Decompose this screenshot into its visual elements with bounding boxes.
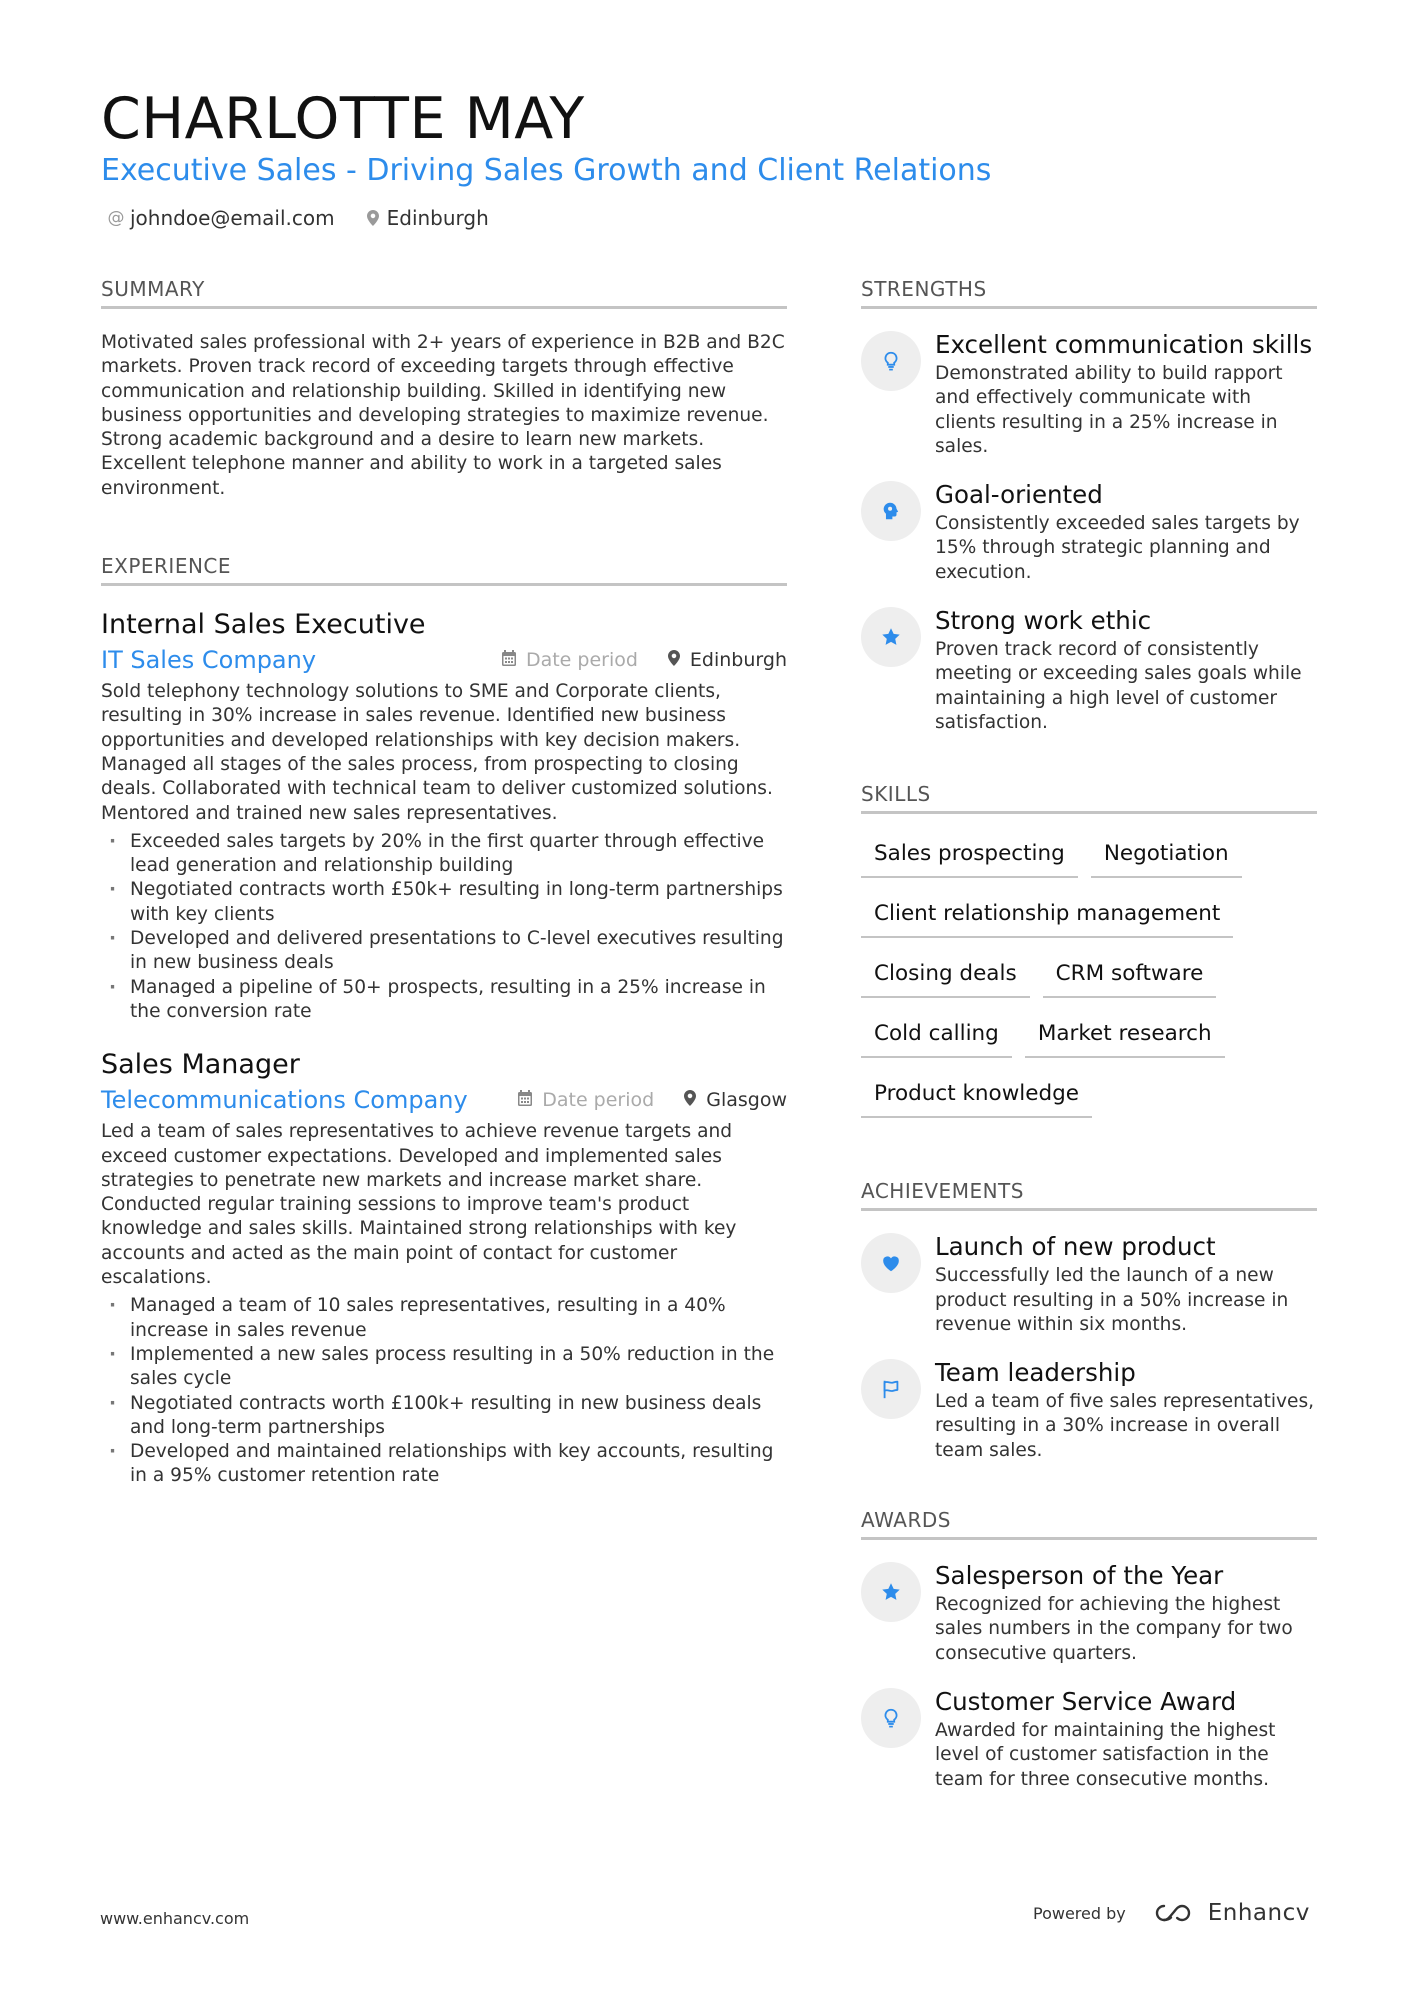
resume-subtitle: Executive Sales - Driving Sales Growth and Client Relations [101, 153, 992, 188]
skills-section [861, 781, 1317, 1132]
job-date [502, 649, 638, 671]
location-text: Edinburgh [386, 206, 489, 230]
lightbulb-icon [861, 1688, 921, 1748]
strength-title: Excellent communication skills [935, 330, 1313, 359]
map-pin-icon [365, 210, 381, 226]
award-title: Customer Service Award [935, 1686, 1237, 1716]
achievement-body [935, 1357, 1317, 1463]
award-desc: Awarded for maintaining the highest level of customer satisfaction in the team for three consecutive months. [935, 1719, 1276, 1790]
infinity-logo-icon [1152, 1902, 1200, 1924]
skill-tag: Closing deals [861, 952, 1030, 998]
at-icon: @ [107, 208, 125, 228]
job-entry [101, 608, 787, 1024]
left-column [101, 276, 787, 1489]
job-bullets [101, 830, 787, 1024]
achievements-heading: ACHIEVEMENTS [861, 1178, 1317, 1211]
awards-heading: AWARDS [861, 1507, 1317, 1540]
skill-tag: CRM software [1043, 952, 1217, 998]
awards-section [861, 1507, 1317, 1792]
job-bullet: · Negotiated contracts worth £50k+ resulting in long-term partnerships with key clients [101, 878, 787, 927]
strength-item [861, 329, 1317, 459]
strength-desc: Demonstrated ability to build rapport and effectively communicate with clients resulting in a 25% increase in sales. [935, 363, 1283, 457]
award-title: Salesperson of the Year [935, 1561, 1224, 1591]
company-name: IT Sales Company [101, 646, 317, 675]
skill-tag: Cold calling [861, 1012, 1012, 1058]
skill-tag: Market research [1025, 1012, 1225, 1058]
achievement-desc: Successfully led the launch of a new product resulting in a 50% increase in revenue within six months. [935, 1265, 1289, 1335]
map-pin-icon [684, 1090, 696, 1110]
achievement-item [861, 1357, 1317, 1463]
brain-icon [861, 481, 921, 541]
job-description: Sold telephony technology solutions to SME and Corporate clients, resulting in 30% increase in sales revenue. Identified new business opportunities and developed relationships with key decision makers. Managed all stages of the sales process, from prospecting to closing deals. Collaborated with technical team to deliver customized solutions. Mentored and trained new sales representatives. [101, 681, 773, 824]
job-entry [101, 1048, 787, 1488]
company-name: Telecommunications Company [101, 1086, 468, 1115]
job-bullet: · Managed a pipeline of 50+ prospects, resulting in a 25% increase in the conversion rate [101, 976, 787, 1025]
job-date-text: Date period [542, 1089, 655, 1112]
summary-heading: SUMMARY [101, 276, 787, 309]
calendar-icon [502, 650, 516, 670]
email-text: johndoe@email.com [130, 206, 335, 230]
achievement-item [861, 1231, 1317, 1337]
job-location-text: Glasgow [706, 1089, 787, 1112]
contact-email[interactable] [108, 206, 335, 230]
job-bullet: · Developed and delivered presentations to C-level executives resulting in new business deals [101, 927, 787, 976]
footer-branding [1033, 1900, 1310, 1926]
job-meta [101, 1084, 787, 1116]
achievement-body [935, 1231, 1317, 1337]
star-icon [861, 1562, 921, 1622]
skill-tag: Sales prospecting [861, 832, 1078, 878]
strengths-heading: STRENGTHS [861, 276, 1317, 309]
contact-location [365, 206, 489, 230]
strength-body [935, 329, 1317, 459]
resume-name: CHARLOTTE MAY [101, 86, 585, 152]
powered-by-text: Powered by [1033, 1903, 1126, 1923]
job-meta-right [502, 649, 787, 671]
job-date [518, 1089, 654, 1111]
footer-website[interactable]: www.enhancv.com [100, 1909, 250, 1928]
calendar-icon [518, 1090, 532, 1110]
strength-title: Strong work ethic [935, 606, 1152, 636]
skill-tag: Negotiation [1091, 832, 1242, 878]
experience-heading: EXPERIENCE [101, 553, 787, 586]
experience-section [101, 553, 787, 1489]
job-title: Internal Sales Executive [101, 609, 426, 641]
summary-section [101, 276, 787, 501]
job-location-text: Edinburgh [689, 649, 787, 672]
job-bullet: · Developed and maintained relationships with key accounts, resulting in a 95% customer retention rate [101, 1440, 787, 1489]
award-item [861, 1686, 1317, 1792]
strength-body [935, 605, 1317, 735]
achievements-section [861, 1178, 1317, 1463]
job-title: Sales Manager [101, 1049, 300, 1081]
award-item [861, 1560, 1317, 1666]
job-bullets [101, 1294, 787, 1488]
award-body [935, 1560, 1317, 1666]
star-icon [861, 607, 921, 667]
strength-title: Goal-oriented [935, 480, 1103, 510]
skills-heading: SKILLS [861, 781, 1317, 814]
heart-icon [861, 1233, 921, 1293]
achievement-desc: Led a team of five sales representatives, resulting in a 30% increase in overall team sales. [935, 1391, 1315, 1461]
skills-list [861, 832, 1317, 1132]
job-location [684, 1089, 787, 1111]
job-bullet: · Exceeded sales targets by 20% in the first quarter through effective lead generation and relationship building [101, 830, 787, 879]
skill-tag: Product knowledge [861, 1072, 1092, 1118]
flag-icon [861, 1359, 921, 1419]
job-bullet: · Negotiated contracts worth £100k+ resulting in new business deals and long-term partnerships [101, 1392, 787, 1441]
job-bullet: · Implemented a new sales process resulting in a 50% reduction in the sales cycle [101, 1343, 787, 1392]
job-date-text: Date period [525, 649, 638, 672]
strength-desc: Proven track record of consistently meeting or exceeding sales goals while maintaining a high level of customer satisfaction. [935, 639, 1302, 733]
brand-name: Enhancv [1207, 1900, 1310, 1926]
job-location [668, 649, 787, 671]
map-pin-icon [668, 650, 680, 670]
job-bullet: · Managed a team of 10 sales representatives, resulting in a 40% increase in sales revenue [101, 1294, 787, 1343]
skill-tag: Client relationship management [861, 892, 1233, 938]
brand-logo[interactable] [1152, 1900, 1310, 1926]
job-meta-right [518, 1089, 787, 1111]
award-body [935, 1686, 1317, 1792]
job-meta [101, 644, 787, 676]
job-description: Led a team of sales representatives to achieve revenue targets and exceed customer expectations. Developed and implemented sales strategies to penetrate new markets and increase market share. Conducted regular training sessions to improve team's product knowledge and sales skills. Maintained strong relationships with key accounts and acted as the main point of contact for customer escalations. [101, 1121, 737, 1289]
lightbulb-icon [861, 331, 921, 391]
strength-item [861, 479, 1317, 585]
strength-desc: Consistently exceeded sales targets by 15% through strategic planning and execution. [935, 513, 1300, 583]
strength-body [935, 479, 1317, 585]
achievement-title: Launch of new product [935, 1232, 1216, 1262]
achievement-title: Team leadership [935, 1358, 1136, 1388]
summary-text: Motivated sales professional with 2+ years of experience in B2B and B2C markets. Proven track record of exceeding targets through effective communication and relationship building. Skilled in identifying new business opportunities and developing strategies to maximize revenue. Strong academic background and a desire to learn new markets. Excellent telephone manner and ability to work in a targeted sales environment. [101, 332, 785, 499]
strengths-section [861, 276, 1317, 735]
contact-info [108, 206, 519, 230]
right-column [861, 276, 1317, 1792]
strength-item [861, 605, 1317, 735]
award-desc: Recognized for achieving the highest sales numbers in the company for two consecutive quarters. [935, 1594, 1293, 1664]
